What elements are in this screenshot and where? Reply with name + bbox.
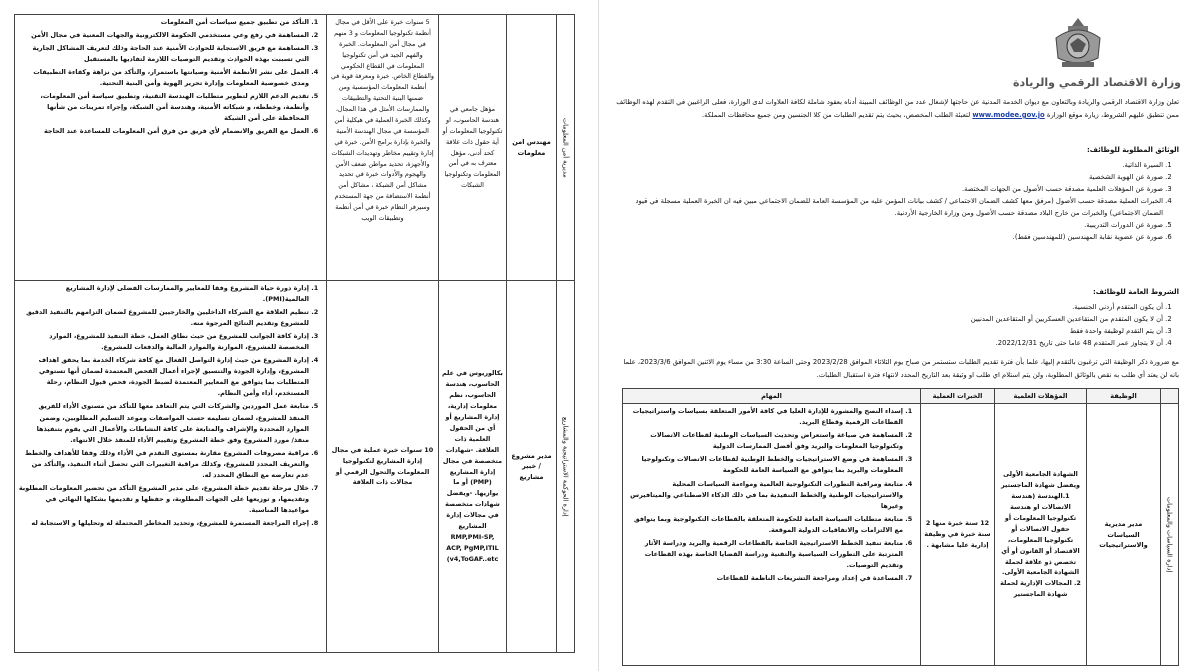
tasks-list bbox=[18, 17, 323, 137]
general-conditions-section bbox=[613, 280, 1179, 350]
header-blank bbox=[1161, 389, 1179, 404]
experience-cell: 5 سنوات خبرة على الأقل في مجال أنظمة تكنولوجيا المعلومات و 3 منهم في مجال أمن المعلومات. الخبرة والفهم الجيد في أمن تكنولوجيا المعلومات في القطاع الحكومي والقطاع الخاص. خبرة ومعرفة قوية في أنظمة المعلومات المؤسسية ومن ضمنها البنية التحتية والتطبيقات والممارسات الأمثل في هذا المجال، وكذلك الخبرة العملية في هيكلية أمن المؤسسة في مجال الهندسة الأمنية والخبرة بإدارة برامج الأمن. خبرة في إدارة وتقييم مخاطر وتهديدات الشبكات والأجهزة، تحديد مواطن ضعف الأمن والهجوم والأدوات خبرة في تحديد مشاكل أمن الشبكة ، مشاكل أمن أنظمة الاستضافة من جهة المستخدم وسيرفر النظام خبرة في أمن أنظمة وتطبيقات الويب bbox=[327, 15, 439, 281]
list-item: 1. أن يكون المتقدم أردني الجنسية. bbox=[613, 302, 1163, 314]
application-period-note: مع ضرورة ذكر الوظيفة التي ترغبون بالتقدم إليها، علما بأن فترة تقديم الطلبات ستستمر من صباح يوم الثلاثاء الموافق 2023/2/28 وحتى الساعة 3:30 من مساء يوم الاثنين الموافق 2023/3/6، علما بانه لن يعتد أي طلب به نقص بالوثائق المطلوبة، ولن يتم استلام اي طلب او وثيقة بعد التاريخ المحدد لانتهاء فترة استقبال الطلبات. bbox=[623, 358, 1179, 379]
job-cell: مهندس امن معلومات bbox=[507, 15, 557, 281]
coat-of-arms-emblem bbox=[1048, 14, 1108, 72]
qualifications-cell: الشهادة الجامعية الأولى ويفضل شهادة الماجستير 1.الهندسة (هندسة الاتصالات او هندسة تكنولوجيا المعلومات أو حقول الاتصالات أو تكنولوجيا المعلومات، الاقتصاد أو القانون أو أي تخصص ذو علاقة لحملة الشهادة الجامعية الأولى. 2. المجالات الإدارية لحملة شهادة الماجستير bbox=[995, 404, 1087, 666]
tasks-list bbox=[18, 283, 323, 529]
list-item: 2. المساهمة في صياغة واستعراض وتحديث السياسات الوطنية لقطاعات الاتصالات وتكنولوجيا المعلومات والبريد وفق أفضل الممارسات الدولية bbox=[626, 430, 903, 452]
table-row bbox=[15, 281, 575, 653]
intro-text-end: لتعبئة الطلب المخصص، بحيث يتم تقديم الطلبات من كلا الجنسين ومن جميع محافظات المملكة. bbox=[701, 110, 971, 119]
list-item: 8. إجراء المراجعة المستمرة للمشروع، وتحديد المخاطر المحتملة له وتحليلها و الاستجابة له bbox=[18, 518, 309, 529]
required-documents-section bbox=[613, 138, 1179, 244]
ministry-website-link[interactable]: www.modee.gov.jo bbox=[972, 110, 1045, 119]
table-row bbox=[15, 15, 575, 281]
experience-cell: 10 سنوات خبرة عملية في مجال إدارة المشاريع لتكنولوجيا المعلومات والتحول الرقمي أو مجالات ذات العلاقة bbox=[327, 281, 439, 653]
list-item: 4. الخبرات العملية مصدقة حسب الأصول (مرفق معها كشف الضمان الاجتماعي / كشف بيانات المؤمن عليه من المؤسسة العامة للضمان الاجتماعي مبين فيه ان الخبرة العملية مسجلة في قيود الضمان الاجتماعي) والخبرات من خارج البلاد مصدقة حسب الأصول ومن وزارة الخارجية الأردنية. bbox=[613, 196, 1163, 220]
tasks-cell bbox=[15, 281, 327, 653]
intro-text: تعلن وزارة الاقتصاد الرقمي والريادة وبالتعاون مع ديوان الخدمة المدنية عن حاجتها لإشغال عدد من الوظائف المبينة أدناه بعقود شاملة لكافة العلاوات لدى الوزارة، فعلى الراغبين في التقدم لهذه الوظائف ممن تنطبق عليهم الشروط، زيارة موقع الوزارة bbox=[616, 98, 1179, 119]
list-item: 3. إدارة كافة الجوانب للمشروع من حيث نطاق العمل، خطة التنفيذ للمشروع، الموارد المخصصة للمشروع، الموازنة والموارد المالية والدفعات للمشروع. bbox=[18, 331, 309, 353]
tasks-cell bbox=[623, 404, 921, 666]
list-item: 7. المساعدة في إعداد ومراجعة التشريعات الناظمة للقطاعات bbox=[626, 573, 903, 584]
directorate-cell: إدارة السياسات والمعلومات bbox=[1161, 404, 1179, 666]
required-documents-heading: الوثائق المطلوبة للوظائف: bbox=[1086, 146, 1179, 154]
jobs-table-continued bbox=[14, 14, 575, 653]
list-item: 2. صورة عن الهوية الشخصية bbox=[613, 172, 1163, 184]
required-documents-list bbox=[613, 160, 1179, 243]
job-cell: مدير مديرية السياسات والاستراتيجيات bbox=[1087, 404, 1161, 666]
right-page bbox=[600, 0, 1191, 671]
header-job: الوظيفة bbox=[1087, 389, 1161, 404]
list-item: 5. متابعة متطلبات السياسة العامة للحكومة المتعلقة بالقطاعات التكنولوجية وبما يتوافق مع الالتزامات والاتفاقيات الدولية الموقعة. bbox=[626, 514, 903, 536]
general-conditions-heading: الشروط العامة للوظائف: bbox=[1092, 288, 1179, 296]
directorate-cell: إدارة الحوكمة الاستراتيجية والمشاريع bbox=[557, 281, 575, 653]
list-item: 1. إسداء النصح والمشورة للإدارة العليا في كافة الأمور المتعلقة بسياسات واستراتيجيات القطاعات الرقمية وقطاع البريد. bbox=[626, 406, 903, 428]
list-item: 4. العمل على نشر الأنظمة الأمنية وصيانتها باستمرار، والتأكد من نزاهة وكفاءة التطبيقات ومدى خصوصية المعلومات وإدارة تحرير الهوية وأمن البنية التحتية. bbox=[18, 67, 309, 89]
list-item: 1. السيرة الذاتية. bbox=[613, 160, 1163, 172]
list-item: 2. أن لا يكون المتقدم من المتقاعدين العسكريين أو المتقاعدين المدنيين bbox=[613, 314, 1163, 326]
table-header-row bbox=[623, 389, 1179, 404]
header-tasks: المهام bbox=[623, 389, 921, 404]
list-item: 3. المساهمة مع فريق الاستجابة للحوادث الأمنية عند الحاجة وذلك لتعريف المشاكل الجارية التي تسببت بهذه الحوادث وتقديم التوصيات اللازمة لتفاديها بالمستقبل bbox=[18, 43, 309, 65]
tasks-list bbox=[626, 406, 917, 584]
list-item: 4. إدارة المشروع من حيث إدارة التواصل الفعال مع كافة شركاء الخدمة بما يحقق اهداف المشروع، وإدارة الجودة والتنسيق لإجراء أعمال الفحص المعتمدة لضمان أنها تستوفي المتطلبات بما يتوافق مع المعايير المعتمدة لضبط الجودة، فحص قبول النظام، رحلة المستخدم، أداء وأمن النظام. bbox=[18, 355, 309, 399]
list-item: 5. صورة عن الدورات التدريبية. bbox=[613, 220, 1163, 232]
job-cell: مدير مشروع / خبير مشاريع bbox=[507, 281, 557, 653]
list-item: 7. خلال مرحلة تقديم خطة المشروع، على مدير المشروع التأكد من تحضير المعلومات المطلوبة وتقديمها، و توزيعها على الجهات المطلوبة، و حفظها و تقديمها بشكلها النهائي في مواعيدها المناسبة. bbox=[18, 483, 309, 516]
list-item: 6. متابعة تنفيذ الخطط الاستراتيجية الخاصة بالقطاعات الرقمية والبريد ودراسة الآثار المترتبة على التطورات السياسية والتقنية ودراسة القضايا الخاصة بهذه القطاعات وتقديم التوصيات. bbox=[626, 538, 903, 571]
table-row bbox=[623, 404, 1179, 666]
list-item: 5. متابعة عمل الموردين والشركات التي يتم التعاقد معها للتأكد من مستوى الأداء للفريق المنفذ للمشروع، لضمان تسليمه حسب المواصفات وموعد التسليم المطلوبين، وضمن الموارد المحددة والإشراف والمتابعة على كافة النشاطات والأعمال التي يقوم بتنفيذها منفذ/ مورد المشروع وفق خطة المشروع وتقييم الأداء للمنفذ خلال الانتهاء. bbox=[18, 401, 309, 445]
list-item: 2. المساهمة في رفع وعي مستخدمي الحكومة الالكترونية والجهات المعنية في مجال الأمن bbox=[18, 30, 309, 41]
list-item: 3. صورة عن المؤهلات العلمية مصدقة حسب الأصول من الجهات المختصة. bbox=[613, 184, 1163, 196]
list-item: 5. تقديم الدعم اللازم لتطوير متطلبات الهندسة التقنية، وتطبيق سياسة أمن المعلومات، وأنظمة، وخططه، و شبكاته الأمنية، وهندسة أمن الشبكة، وإجراء تمرينات من شأنها المحافظة على أمن الشبكة bbox=[18, 91, 309, 124]
list-item: 6. مراقبة مصروفات المشروع مقارنة بمستوى التقدم في الأداء وذلك وفقا للأهداف والخطط والتعريف المحدد للمشروع، وكذلك مراقبة التغييرات التي تحصل أثناء التنفيذ، والتأكد من عدم تعارضه مع النطاق المحدد له. bbox=[18, 448, 309, 481]
list-item: 1. التأكد من تطبيق جميع سياسات أمن المعلومات bbox=[18, 17, 309, 28]
header-qualifications: المؤهلات العلمية bbox=[995, 389, 1087, 404]
list-item: 3. المساهمة في وضع الاستراتيجيات والخطط الوطنية لقطاعات الاتصالات وتكنولوجيا المعلومات والبريد بما يتوافق مع السياسة العامة للحكومة bbox=[626, 454, 903, 476]
list-item: 4. متابعة ومراقبة التطورات التكنولوجية العالمية ومواءمة السياسات المحلية والاستراتيجيات الوطنية والخطط التنفيذية بما في ذلك الذكاء الاصطناعي والميتافيرس وغيرها bbox=[626, 479, 903, 512]
ministry-name: وزارة الاقتصاد الرقمي والريادة bbox=[1013, 76, 1181, 89]
experience-cell: 12 سنة خبرة منها 2 سنة خبرة في وظيفة إدارية عليا مشابهة . bbox=[921, 404, 995, 666]
list-item: 3. أن يتم التقدم لوظيفة واحدة فقط bbox=[613, 326, 1163, 338]
general-conditions-list bbox=[613, 302, 1179, 350]
qualifications-cell: مؤهل جامعي في هندسة الحاسوب، او تكنولوجيا المعلومات أو أية حقول ذات علاقة كحد أدنى، مؤهل معترف به في أمن المعلومات وتكنولوجيا الشبكات bbox=[439, 15, 507, 281]
tasks-cell bbox=[15, 15, 327, 281]
list-item: 2. تنظيم العلاقة مع الشركاء الداخليين والخارجيين للمشروع لضمان التزامهم بالتنفيذ الدقيق للمشروع وتقديم النتائج المرجوة منه. bbox=[18, 307, 309, 329]
list-item: 6. صورة عن عضوية نقابة المهندسين (للمهندسين فقط). bbox=[613, 232, 1163, 244]
header-practical-experience: الخبرات العملية bbox=[921, 389, 995, 404]
list-item: 1. إدارة دورة حياة المشروع وفقا للمعايير والممارسات الفضلى لإدارة المشاريع العالمية(PMI). bbox=[18, 283, 309, 305]
directorate-cell: مديرية أمن المعلومات bbox=[557, 15, 575, 281]
jobs-table bbox=[622, 388, 1179, 666]
qualifications-cell: بكالوريوس في علم الحاسوب، هندسة الحاسوب، نظم معلومات إدارية، إدارة المشاريع أو أي من الحقول العلمية ذات العلاقة. -شهادات متخصصة في مجال إدارة المشاريع (PMP) أو ما يوازيها. -ويفضل شهادات متخصصة في مجالات إدارة المشاريع RMP,PMI-SP, ACP, PgMP,ITIL v4,ToGAF..etc) bbox=[439, 281, 507, 653]
list-item: 6. العمل مع الفريق والانضمام لأي فريق من فرق أمن المعلومات للمساعدة عند الحاجة bbox=[18, 126, 309, 137]
list-item: 4. أن لا يتجاوز عمر المتقدم 48 عاما حتى تاريخ 2022/12/31. bbox=[613, 338, 1163, 350]
intro-paragraph bbox=[613, 96, 1179, 122]
